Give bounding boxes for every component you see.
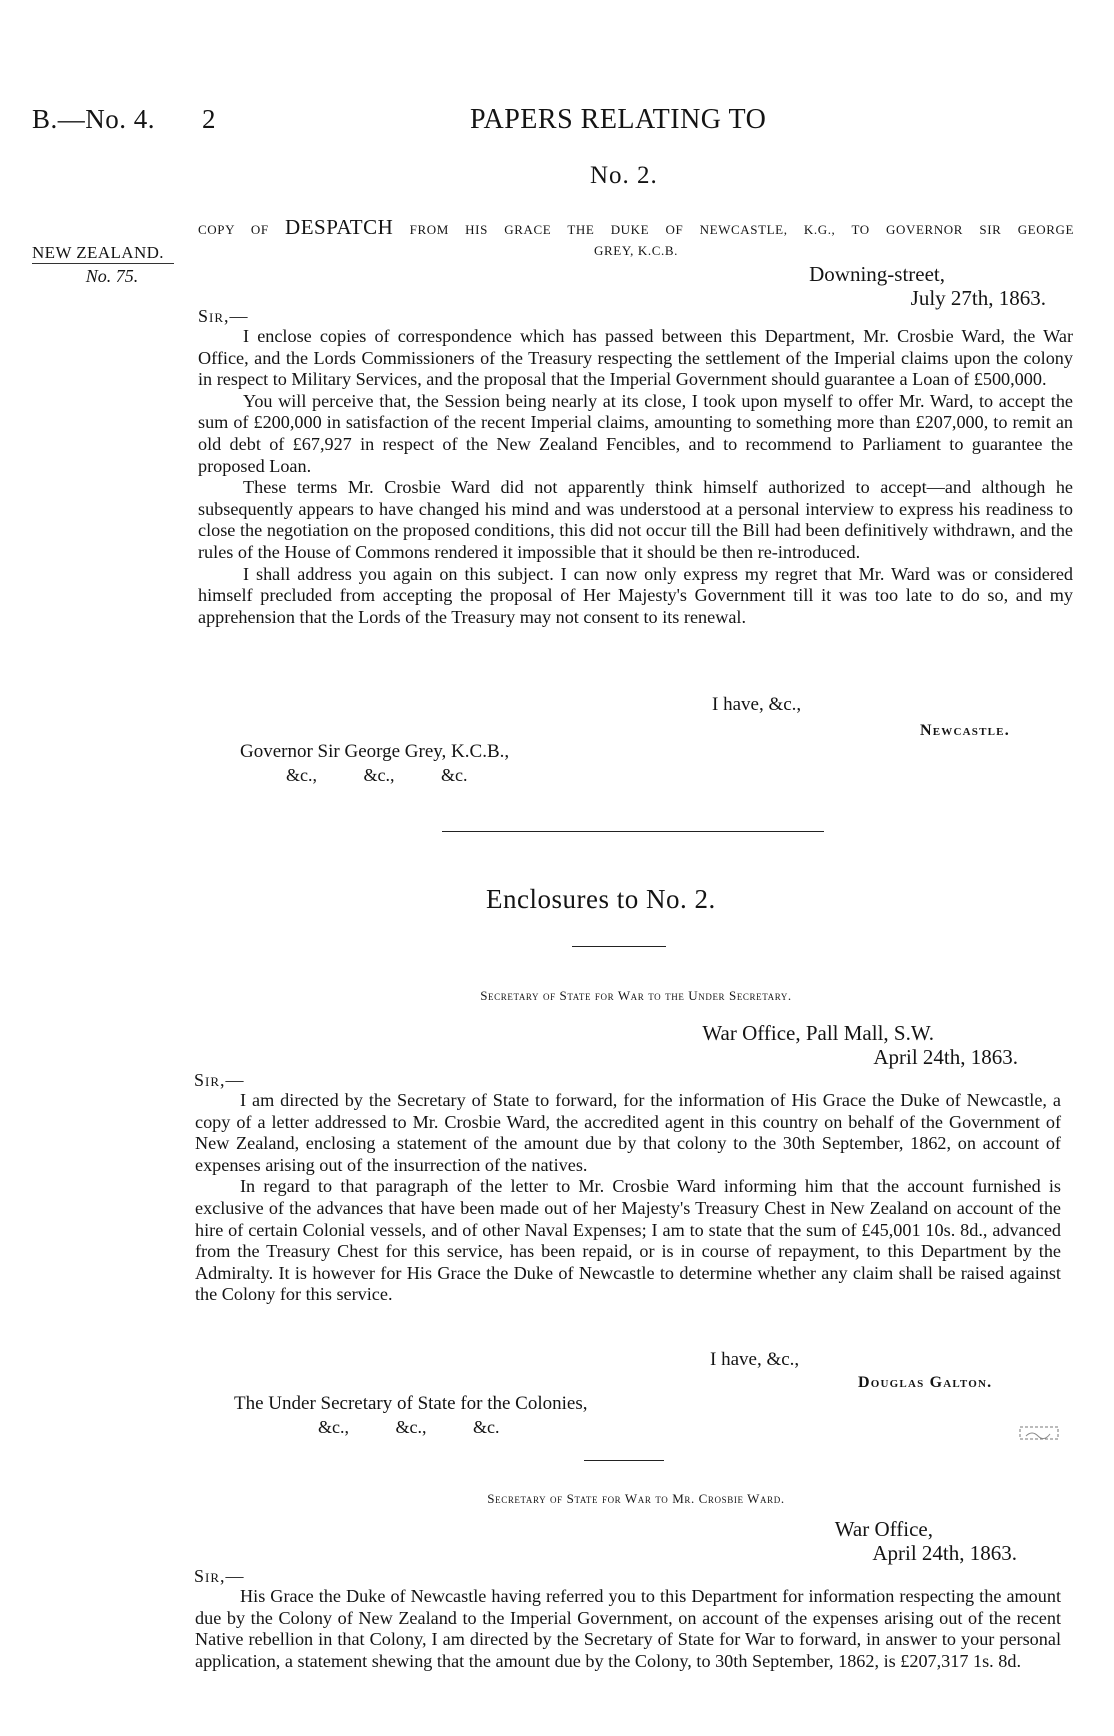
despatch-paragraph-1: I enclose copies of correspondence which has passed between this Department, Mr. Crosbie Ward, the War Office, and the Lords Commissioners of the Treasury respecting the settlement of the Imperial claims upon the colony in respect to Military Services, and the proposal that the Imperial Government should guarantee a Loan of £500,000. [198,326,1073,390]
despatch-addressee-etc: &c., &c., &c. [286,765,468,785]
enclosure2-caption: Secretary of State for War to Mr. Crosbie Ward. [487,1491,785,1506]
enclosure1-addressee: The Under Secretary of State for the Colonies, [234,1393,588,1414]
enclosure1-closing: I have, &c., [710,1349,800,1370]
enclosure2-salutation: Sir,— [194,1566,245,1586]
despatch-salutation: Sir,— [198,306,249,326]
despatch-paragraph-3: These terms Mr. Crosbie Ward did not apparently think himself authorized to accept—and although he subsequently appears to have changed his mind and was understood at a personal interview to express his readiness to close the negotiation on the proposed conditions, this did not occur till the Bill had been definitively withdrawn, and the rules of the House of Commons rendered it impossible that it should be then re-introduced. [198,477,1073,562]
despatch-signature: Newcastle. [920,722,1010,739]
caption-prefix: COPY OF [198,222,269,237]
enclosure1-caption: Secretary of State for War to the Under Secretary. [480,988,792,1003]
despatch-place: Downing-street, [809,262,945,286]
enclosure1-addressee-etc: &c., &c., &c. [318,1417,500,1437]
document-series: B.—No. 4. [32,104,156,134]
enclosure1-salutation: Sir,— [194,1070,245,1090]
enclosure2-paragraph-1: His Grace the Duke of Newcastle having referred you to this Department for information respecting the amount due by the Colony of New Zealand to the Imperial Government, on account of the expenses arising out of the recent Native rebellion in that Colony, I am directed by the Secretary of State for War to forward, in answer to your personal application, a statement shewing that the amount due by the Colony, to 30th September, 1862, is £207,317 1s. 8d. [195,1586,1061,1671]
title-rule [572,946,666,947]
page-number: 2 [202,104,216,134]
enclosure1-paragraph-2: In regard to that paragraph of the letter to Mr. Crosbie Ward informing him that the account furnished is exclusive of the advances that have been made out of her Majesty's Treasury Chest in New Zealand on account of the hire of certain Colonial vessels, and of other Naval Expenses; I am to state that the sum of £45,001 10s. 8d., advanced from the Treasury Chest for this service, has been repaid, or is in course of repayment, to this Department by the Admiralty. It is however for His Grace the Duke of Newcastle to determine whether any claim shall be raised against the Colony for this service. [195,1176,1061,1305]
enclosure2-date: April 24th, 1863. [872,1541,1017,1565]
enclosure1-date: April 24th, 1863. [873,1045,1018,1069]
caption-rest: FROM HIS GRACE THE DUKE OF NEWCASTLE, K.G., TO GOVERNOR SIR GEORGE [409,222,1075,237]
margin-colony: NEW ZEALAND. [32,243,174,264]
enclosure2-body [195,1586,1061,1672]
margin-number: No. 75. [85,266,139,286]
despatch-closing: I have, &c., [712,694,802,715]
despatch-addressee: Governor Sir George Grey, K.C.B., [240,741,510,762]
enclosure-divider [584,1460,664,1461]
despatch-caption [198,215,1074,240]
enclosure1-paragraph-1: I am directed by the Secretary of State to forward, for the information of His Grace the Duke of Newcastle, a copy of a letter addressed to Mr. Crosbie Ward, the accredited agent in this country on behalf of the Government of New Zealand, enclosing a statement of the amount due by that colony to the 30th September, 1862, on account of expenses arising out of the insurrection of the natives. [195,1090,1061,1175]
despatch-date: July 27th, 1863. [910,286,1046,310]
despatch-paragraph-4: I shall address you again on this subject. I can now only express my regret that Mr. Ward was or considered himself precluded from accepting the proposal of Her Majesty's Government till it was too late to do so, and my apprehension that the Lords of the Treasury may not consent to its renewal. [198,563,1073,627]
caption-keyword: DESPATCH [285,215,394,239]
enclosure1-body [195,1090,1061,1306]
stamp-mark-icon [1018,1424,1062,1447]
despatch-paragraph-2: You will perceive that, the Session being nearly at its close, I took upon myself to offer Mr. Ward, to accept the sum of £200,000 in satisfaction of the recent Imperial claims, amounting to something more than £207,000, to remit an old debt of £67,927 in respect of the New Zealand Fencibles, and to recommend to Parliament to guarantee the proposed Loan. [198,390,1073,476]
enclosure2-place: War Office, [834,1517,933,1541]
despatch-number: No. 2. [590,162,658,189]
enclosure1-signature: Douglas Galton. [858,1374,993,1391]
despatch-caption-line2: GREY, K.C.B. [594,243,678,258]
section-divider [442,831,824,832]
running-title: PAPERS RELATING TO [470,104,767,135]
enclosure1-place: War Office, Pall Mall, S.W. [702,1021,934,1045]
enclosures-title: Enclosures to No. 2. [486,884,716,914]
despatch-body [198,326,1073,628]
